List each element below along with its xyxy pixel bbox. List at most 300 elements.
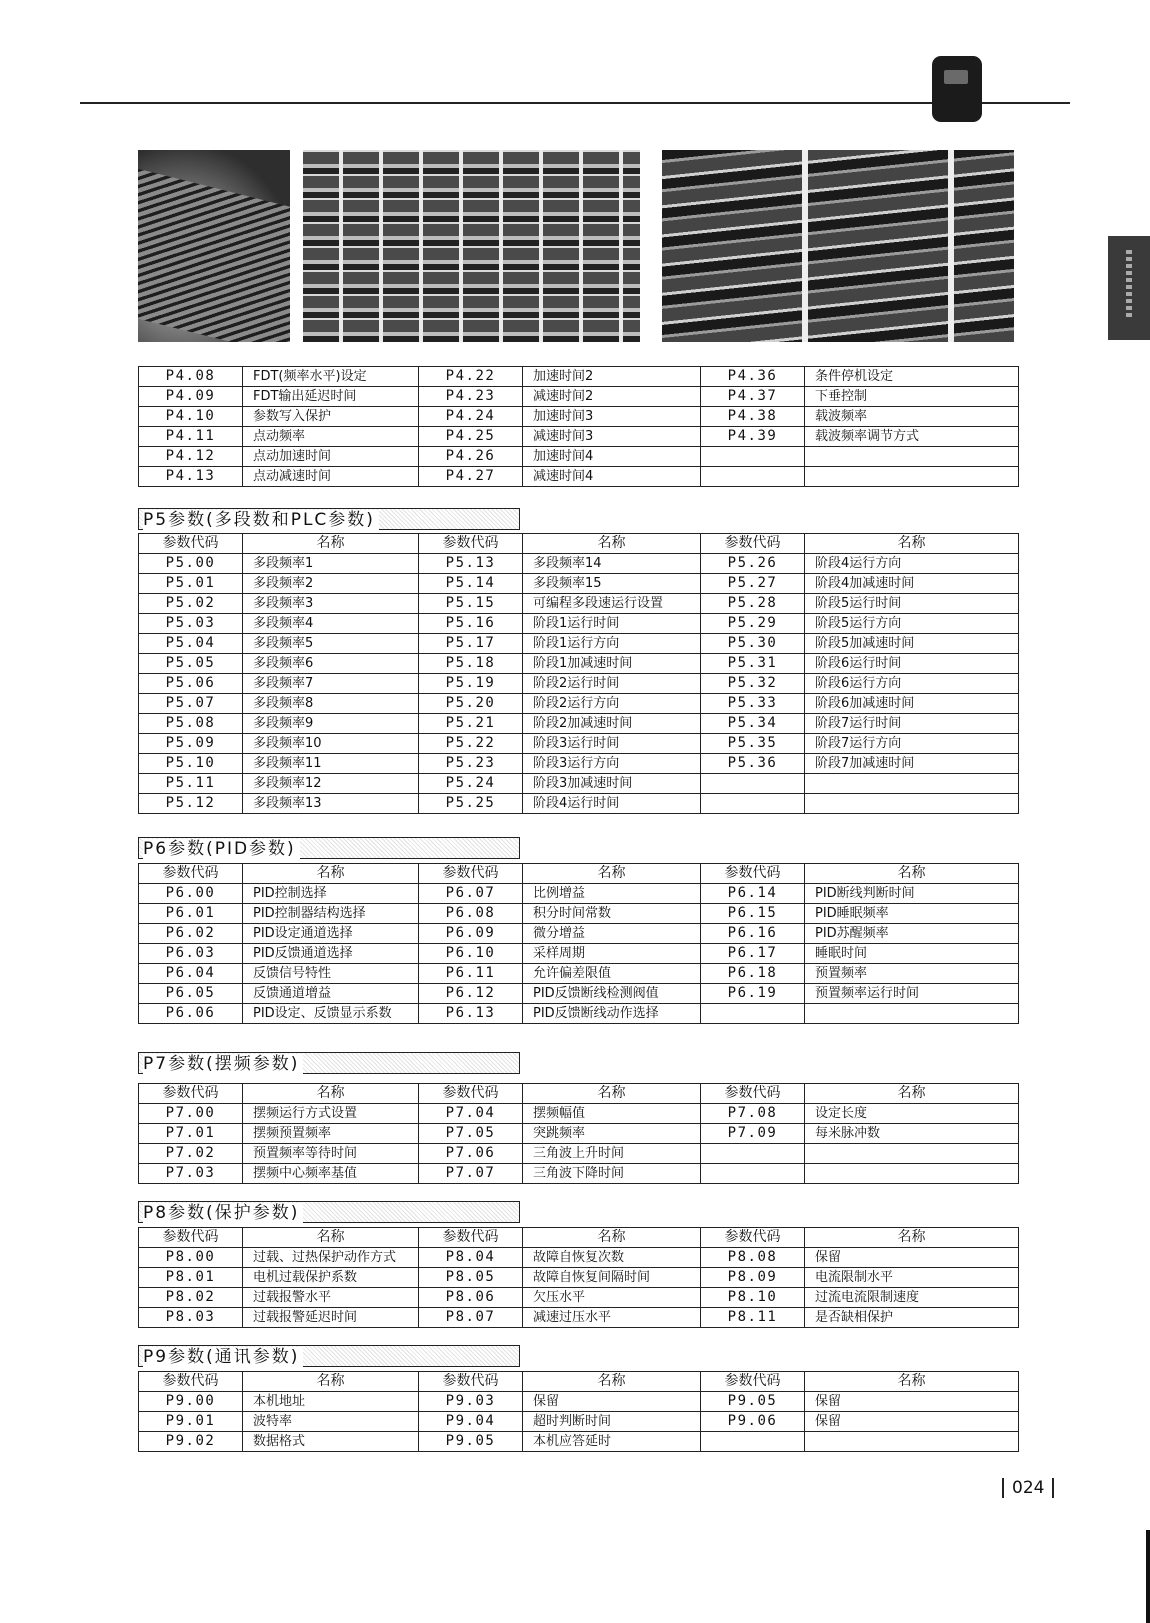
param-code-cell: P5.29 [701, 614, 805, 634]
param-name-cell: 每米脉冲数 [805, 1124, 1019, 1144]
header-param-name: 名称 [523, 1084, 701, 1104]
param-code-cell: P6.03 [139, 944, 243, 964]
param-code-cell: P5.32 [701, 674, 805, 694]
param-name-cell: 阶段3运行方向 [523, 754, 701, 774]
param-name-cell: 多段频率5 [243, 634, 419, 654]
param-name-cell: 采样周期 [523, 944, 701, 964]
table-row [139, 904, 1019, 924]
param-name-cell: 故障自恢复次数 [523, 1248, 701, 1268]
param-code-cell: P5.25 [419, 794, 523, 814]
header-param-name: 名称 [805, 1228, 1019, 1248]
header-param-name: 名称 [805, 864, 1019, 884]
param-code-cell: P8.09 [701, 1268, 805, 1288]
param-name-cell: 减速时间3 [523, 427, 701, 447]
param-name-cell: 点动加速时间 [243, 447, 419, 467]
param-code-cell: P4.23 [419, 387, 523, 407]
param-code-cell: P4.09 [139, 387, 243, 407]
param-name-cell: 点动频率 [243, 427, 419, 447]
header-param-code: 参数代码 [701, 534, 805, 554]
param-code-cell: P7.05 [419, 1124, 523, 1144]
param-code-cell: P5.13 [419, 554, 523, 574]
param-name-cell: 减速时间2 [523, 387, 701, 407]
p5-table-frame [138, 533, 1012, 814]
header-param-code: 参数代码 [701, 1228, 805, 1248]
param-code-cell: P5.23 [419, 754, 523, 774]
table-row [139, 367, 1019, 387]
param-name-cell [805, 467, 1019, 487]
table-row [139, 554, 1019, 574]
param-code-cell: P5.31 [701, 654, 805, 674]
param-name-cell: PID控制器结构选择 [243, 904, 419, 924]
inverter-device-icon [932, 56, 982, 122]
photo-inverter-shelves [662, 150, 1014, 342]
param-name-cell: 可编程多段速运行设置 [523, 594, 701, 614]
param-code-cell: P6.17 [701, 944, 805, 964]
param-name-cell: 摆频预置频率 [243, 1124, 419, 1144]
header-param-code: 参数代码 [139, 1228, 243, 1248]
param-name-cell: 多段频率3 [243, 594, 419, 614]
table-row [139, 944, 1019, 964]
header-param-code: 参数代码 [419, 864, 523, 884]
param-name-cell: 三角波上升时间 [523, 1144, 701, 1164]
param-code-cell: P5.20 [419, 694, 523, 714]
param-code-cell: P6.14 [701, 884, 805, 904]
table-row [139, 407, 1019, 427]
param-name-cell: 预置频率 [805, 964, 1019, 984]
table-row [139, 794, 1019, 814]
param-code-cell: P8.04 [419, 1248, 523, 1268]
p4-table [138, 366, 1019, 487]
param-name-cell [805, 774, 1019, 794]
param-name-cell: 设定长度 [805, 1104, 1019, 1124]
table-row [139, 427, 1019, 447]
header-param-name: 名称 [243, 1228, 419, 1248]
param-code-cell: P9.00 [139, 1392, 243, 1412]
param-code-cell: P7.04 [419, 1104, 523, 1124]
param-name-cell: 阶段7运行时间 [805, 714, 1019, 734]
header-param-code: 参数代码 [419, 1084, 523, 1104]
param-code-cell: P6.08 [419, 904, 523, 924]
param-code-cell: P7.01 [139, 1124, 243, 1144]
param-name-cell: 多段频率2 [243, 574, 419, 594]
table-row [139, 884, 1019, 904]
param-name-cell: 超时判断时间 [523, 1412, 701, 1432]
param-code-cell: P4.13 [139, 467, 243, 487]
param-code-cell [701, 467, 805, 487]
param-name-cell: 多段频率9 [243, 714, 419, 734]
param-name-cell: 故障自恢复间隔时间 [523, 1268, 701, 1288]
param-name-cell: 阶段5加减速时间 [805, 634, 1019, 654]
param-name-cell: 多段频率14 [523, 554, 701, 574]
param-name-cell: 摆频中心频率基值 [243, 1164, 419, 1184]
header-param-name: 名称 [243, 1372, 419, 1392]
param-code-cell: P8.03 [139, 1308, 243, 1328]
param-name-cell [805, 1432, 1019, 1452]
table-row [139, 1268, 1019, 1288]
param-code-cell: P5.30 [701, 634, 805, 654]
param-code-cell: P4.39 [701, 427, 805, 447]
param-name-cell: 加速时间3 [523, 407, 701, 427]
param-code-cell: P7.08 [701, 1104, 805, 1124]
param-name-cell: 条件停机设定 [805, 367, 1019, 387]
param-name-cell: PID睡眠频率 [805, 904, 1019, 924]
binding-edge [1146, 1530, 1150, 1623]
table-row [139, 694, 1019, 714]
param-code-cell: P8.11 [701, 1308, 805, 1328]
param-code-cell: P5.05 [139, 654, 243, 674]
param-code-cell: P4.37 [701, 387, 805, 407]
param-code-cell: P8.07 [419, 1308, 523, 1328]
param-code-cell: P6.16 [701, 924, 805, 944]
table-row [139, 1144, 1019, 1164]
p8-table-frame [138, 1227, 1012, 1328]
param-code-cell: P4.24 [419, 407, 523, 427]
table-row [139, 634, 1019, 654]
param-name-cell: 保留 [805, 1392, 1019, 1412]
param-code-cell [701, 794, 805, 814]
header-param-code: 参数代码 [419, 1372, 523, 1392]
table-row [139, 1392, 1019, 1412]
param-code-cell: P4.38 [701, 407, 805, 427]
header-param-name: 名称 [243, 534, 419, 554]
param-name-cell: 阶段4运行方向 [805, 554, 1019, 574]
param-code-cell: P5.14 [419, 574, 523, 594]
param-name-cell: 阶段5运行时间 [805, 594, 1019, 614]
table-row [139, 1432, 1019, 1452]
param-name-cell: 微分增益 [523, 924, 701, 944]
param-name-cell: PID控制选择 [243, 884, 419, 904]
header-param-code: 参数代码 [139, 864, 243, 884]
p6-table-frame [138, 863, 1012, 1024]
param-name-cell: 多段频率10 [243, 734, 419, 754]
param-name-cell: 摆频运行方式设置 [243, 1104, 419, 1124]
param-code-cell: P5.19 [419, 674, 523, 694]
header-param-code: 参数代码 [139, 534, 243, 554]
param-name-cell: 下垂控制 [805, 387, 1019, 407]
param-code-cell: P8.08 [701, 1248, 805, 1268]
param-code-cell [701, 1164, 805, 1184]
header-rule [80, 102, 1070, 104]
param-name-cell: 波特率 [243, 1412, 419, 1432]
param-name-cell: 过载报警水平 [243, 1288, 419, 1308]
table-row [139, 984, 1019, 1004]
param-code-cell: P6.04 [139, 964, 243, 984]
param-name-cell: 睡眠时间 [805, 944, 1019, 964]
param-code-cell: P6.01 [139, 904, 243, 924]
param-name-cell: FDT输出延迟时间 [243, 387, 419, 407]
page-number: 024 [1002, 1478, 1054, 1498]
table-row [139, 574, 1019, 594]
table-row [139, 1124, 1019, 1144]
param-code-cell: P8.01 [139, 1268, 243, 1288]
param-code-cell: P5.18 [419, 654, 523, 674]
param-name-cell: 预置频率等待时间 [243, 1144, 419, 1164]
param-code-cell [701, 447, 805, 467]
param-name-cell: 过载、过热保护动作方式 [243, 1248, 419, 1268]
param-name-cell: 阶段2运行时间 [523, 674, 701, 694]
param-name-cell: 电机过载保护系数 [243, 1268, 419, 1288]
header-param-code: 参数代码 [139, 1372, 243, 1392]
param-name-cell: PID反馈断线动作选择 [523, 1004, 701, 1024]
param-name-cell: 三角波下降时间 [523, 1164, 701, 1184]
table-row [139, 714, 1019, 734]
param-code-cell: P5.07 [139, 694, 243, 714]
param-code-cell: P5.03 [139, 614, 243, 634]
param-code-cell: P6.15 [701, 904, 805, 924]
header-param-name: 名称 [523, 864, 701, 884]
param-code-cell: P5.36 [701, 754, 805, 774]
param-name-cell: 过载报警延迟时间 [243, 1308, 419, 1328]
param-code-cell: P4.22 [419, 367, 523, 387]
param-name-cell: 多段频率11 [243, 754, 419, 774]
param-code-cell: P4.10 [139, 407, 243, 427]
photo-inverter-racks [303, 150, 640, 342]
param-code-cell: P5.08 [139, 714, 243, 734]
table-row [139, 447, 1019, 467]
param-name-cell: 载波频率 [805, 407, 1019, 427]
param-code-cell: P6.13 [419, 1004, 523, 1024]
param-name-cell: 多段频率15 [523, 574, 701, 594]
p6-section-title: P6参数(PID参数) [138, 837, 520, 859]
param-name-cell: 反馈信号特性 [243, 964, 419, 984]
table-row [139, 734, 1019, 754]
param-name-cell: 反馈通道增益 [243, 984, 419, 1004]
param-code-cell: P4.12 [139, 447, 243, 467]
param-name-cell: 加速时间4 [523, 447, 701, 467]
table-row [139, 1004, 1019, 1024]
param-name-cell: 预置频率运行时间 [805, 984, 1019, 1004]
param-name-cell: 比例增益 [523, 884, 701, 904]
header-param-code: 参数代码 [139, 1084, 243, 1104]
param-name-cell: 阶段3运行时间 [523, 734, 701, 754]
param-code-cell: P6.09 [419, 924, 523, 944]
param-name-cell: FDT(频率水平)设定 [243, 367, 419, 387]
p6-table [138, 863, 1019, 1024]
param-code-cell: P5.06 [139, 674, 243, 694]
param-name-cell: 多段频率4 [243, 614, 419, 634]
param-name-cell: 多段频率12 [243, 774, 419, 794]
table-row [139, 467, 1019, 487]
param-name-cell: PID反馈通道选择 [243, 944, 419, 964]
table-row [139, 924, 1019, 944]
param-name-cell: 突跳频率 [523, 1124, 701, 1144]
param-name-cell: 阶段6运行方向 [805, 674, 1019, 694]
param-name-cell: 载波频率调节方式 [805, 427, 1019, 447]
table-row [139, 964, 1019, 984]
param-name-cell: 保留 [805, 1248, 1019, 1268]
table-row [139, 654, 1019, 674]
param-name-cell: 阶段2加减速时间 [523, 714, 701, 734]
param-code-cell [701, 774, 805, 794]
param-code-cell: P7.02 [139, 1144, 243, 1164]
p7-section-title: P7参数(摆频参数) [138, 1052, 520, 1074]
header-param-code: 参数代码 [701, 1084, 805, 1104]
photo-cable-coil [138, 150, 290, 342]
param-name-cell: 阶段4加减速时间 [805, 574, 1019, 594]
param-code-cell: P5.02 [139, 594, 243, 614]
param-name-cell: 允许偏差限值 [523, 964, 701, 984]
param-code-cell: P9.04 [419, 1412, 523, 1432]
param-code-cell: P9.06 [701, 1412, 805, 1432]
param-code-cell: P5.34 [701, 714, 805, 734]
p9-table-frame [138, 1371, 1012, 1452]
param-code-cell: P7.00 [139, 1104, 243, 1124]
p5-table [138, 533, 1019, 814]
param-name-cell: 阶段6运行时间 [805, 654, 1019, 674]
p7-table-frame [138, 1083, 1012, 1184]
param-code-cell: P9.05 [419, 1432, 523, 1452]
param-code-cell [701, 1432, 805, 1452]
param-name-cell: PID设定通道选择 [243, 924, 419, 944]
param-code-cell: P5.21 [419, 714, 523, 734]
param-name-cell: PID反馈断线检测阀值 [523, 984, 701, 1004]
param-name-cell: 阶段2运行方向 [523, 694, 701, 714]
p7-table [138, 1083, 1019, 1184]
param-name-cell [805, 1144, 1019, 1164]
param-name-cell: 阶段7运行方向 [805, 734, 1019, 754]
param-code-cell: P5.10 [139, 754, 243, 774]
param-code-cell: P6.19 [701, 984, 805, 1004]
param-code-cell: P5.33 [701, 694, 805, 714]
param-code-cell: P8.05 [419, 1268, 523, 1288]
param-code-cell: P7.06 [419, 1144, 523, 1164]
header-param-name: 名称 [805, 1372, 1019, 1392]
param-name-cell: 保留 [523, 1392, 701, 1412]
param-code-cell: P5.11 [139, 774, 243, 794]
param-code-cell: P5.35 [701, 734, 805, 754]
param-code-cell: P4.36 [701, 367, 805, 387]
param-code-cell: P5.01 [139, 574, 243, 594]
param-code-cell: P5.16 [419, 614, 523, 634]
header-param-name: 名称 [243, 864, 419, 884]
param-name-cell: 阶段7加减速时间 [805, 754, 1019, 774]
param-code-cell [701, 1004, 805, 1024]
param-name-cell: 阶段6加减速时间 [805, 694, 1019, 714]
param-code-cell: P4.25 [419, 427, 523, 447]
table-row [139, 1308, 1019, 1328]
param-code-cell: P9.02 [139, 1432, 243, 1452]
param-code-cell: P4.08 [139, 367, 243, 387]
p5-section-title: P5参数(多段数和PLC参数) [138, 508, 520, 530]
param-name-cell: 本机应答延时 [523, 1432, 701, 1452]
param-name-cell: 本机地址 [243, 1392, 419, 1412]
table-row [139, 754, 1019, 774]
param-code-cell: P6.07 [419, 884, 523, 904]
param-name-cell [805, 794, 1019, 814]
param-code-cell: P4.27 [419, 467, 523, 487]
param-name-cell: 保留 [805, 1412, 1019, 1432]
param-name-cell: 阶段5运行方向 [805, 614, 1019, 634]
table-row [139, 674, 1019, 694]
param-name-cell: 数据格式 [243, 1432, 419, 1452]
param-name-cell: 电流限制水平 [805, 1268, 1019, 1288]
param-code-cell: P5.22 [419, 734, 523, 754]
p4-table-frame [138, 366, 1012, 487]
param-name-cell: 阶段3加减速时间 [523, 774, 701, 794]
param-name-cell [805, 447, 1019, 467]
header-param-name: 名称 [805, 1084, 1019, 1104]
param-code-cell: P5.17 [419, 634, 523, 654]
header-param-name: 名称 [243, 1084, 419, 1104]
param-code-cell: P6.06 [139, 1004, 243, 1024]
param-name-cell: 多段频率8 [243, 694, 419, 714]
param-code-cell: P7.09 [701, 1124, 805, 1144]
param-code-cell: P4.11 [139, 427, 243, 447]
param-name-cell: 多段频率6 [243, 654, 419, 674]
param-name-cell: PID设定、反馈显示系数 [243, 1004, 419, 1024]
param-code-cell: P9.05 [701, 1392, 805, 1412]
header-param-name: 名称 [523, 1228, 701, 1248]
param-code-cell: P5.26 [701, 554, 805, 574]
header-param-name: 名称 [523, 1372, 701, 1392]
table-row [139, 614, 1019, 634]
param-name-cell: 多段频率13 [243, 794, 419, 814]
param-code-cell: P7.03 [139, 1164, 243, 1184]
param-name-cell: 多段频率1 [243, 554, 419, 574]
param-name-cell: 阶段1运行方向 [523, 634, 701, 654]
param-name-cell: 过流电流限制速度 [805, 1288, 1019, 1308]
param-code-cell: P6.11 [419, 964, 523, 984]
param-name-cell: 积分时间常数 [523, 904, 701, 924]
param-code-cell: P5.09 [139, 734, 243, 754]
param-name-cell: 阶段1加减速时间 [523, 654, 701, 674]
param-code-cell: P6.10 [419, 944, 523, 964]
param-code-cell: P5.28 [701, 594, 805, 614]
table-row [139, 1104, 1019, 1124]
table-row [139, 594, 1019, 614]
param-code-cell: P5.27 [701, 574, 805, 594]
param-code-cell: P5.00 [139, 554, 243, 574]
p8-table [138, 1227, 1019, 1328]
p8-section-title: P8参数(保护参数) [138, 1201, 520, 1223]
param-name-cell [805, 1004, 1019, 1024]
param-code-cell: P6.05 [139, 984, 243, 1004]
param-code-cell: P8.00 [139, 1248, 243, 1268]
param-name-cell: 加速时间2 [523, 367, 701, 387]
table-row [139, 774, 1019, 794]
header-param-code: 参数代码 [419, 1228, 523, 1248]
param-code-cell: P8.06 [419, 1288, 523, 1308]
param-code-cell: P5.12 [139, 794, 243, 814]
p9-table [138, 1371, 1019, 1452]
header-param-code: 参数代码 [419, 534, 523, 554]
header-param-name: 名称 [523, 534, 701, 554]
param-name-cell: 阶段1运行时间 [523, 614, 701, 634]
param-name-cell: 摆频幅值 [523, 1104, 701, 1124]
param-name-cell: PID断线判断时间 [805, 884, 1019, 904]
param-name-cell: 多段频率7 [243, 674, 419, 694]
param-name-cell: 参数写入保护 [243, 407, 419, 427]
param-code-cell: P8.02 [139, 1288, 243, 1308]
p9-section-title: P9参数(通讯参数) [138, 1345, 520, 1367]
table-row [139, 1164, 1019, 1184]
param-code-cell: P4.26 [419, 447, 523, 467]
param-name-cell: PID苏醒频率 [805, 924, 1019, 944]
header-param-code: 参数代码 [701, 1372, 805, 1392]
param-code-cell: P8.10 [701, 1288, 805, 1308]
table-row [139, 1288, 1019, 1308]
param-name-cell: 阶段4运行时间 [523, 794, 701, 814]
table-row [139, 387, 1019, 407]
header-param-name: 名称 [805, 534, 1019, 554]
param-code-cell: P5.15 [419, 594, 523, 614]
param-code-cell: P6.00 [139, 884, 243, 904]
param-code-cell [701, 1144, 805, 1164]
param-code-cell: P7.07 [419, 1164, 523, 1184]
param-code-cell: P9.03 [419, 1392, 523, 1412]
table-row [139, 1248, 1019, 1268]
param-code-cell: P9.01 [139, 1412, 243, 1432]
